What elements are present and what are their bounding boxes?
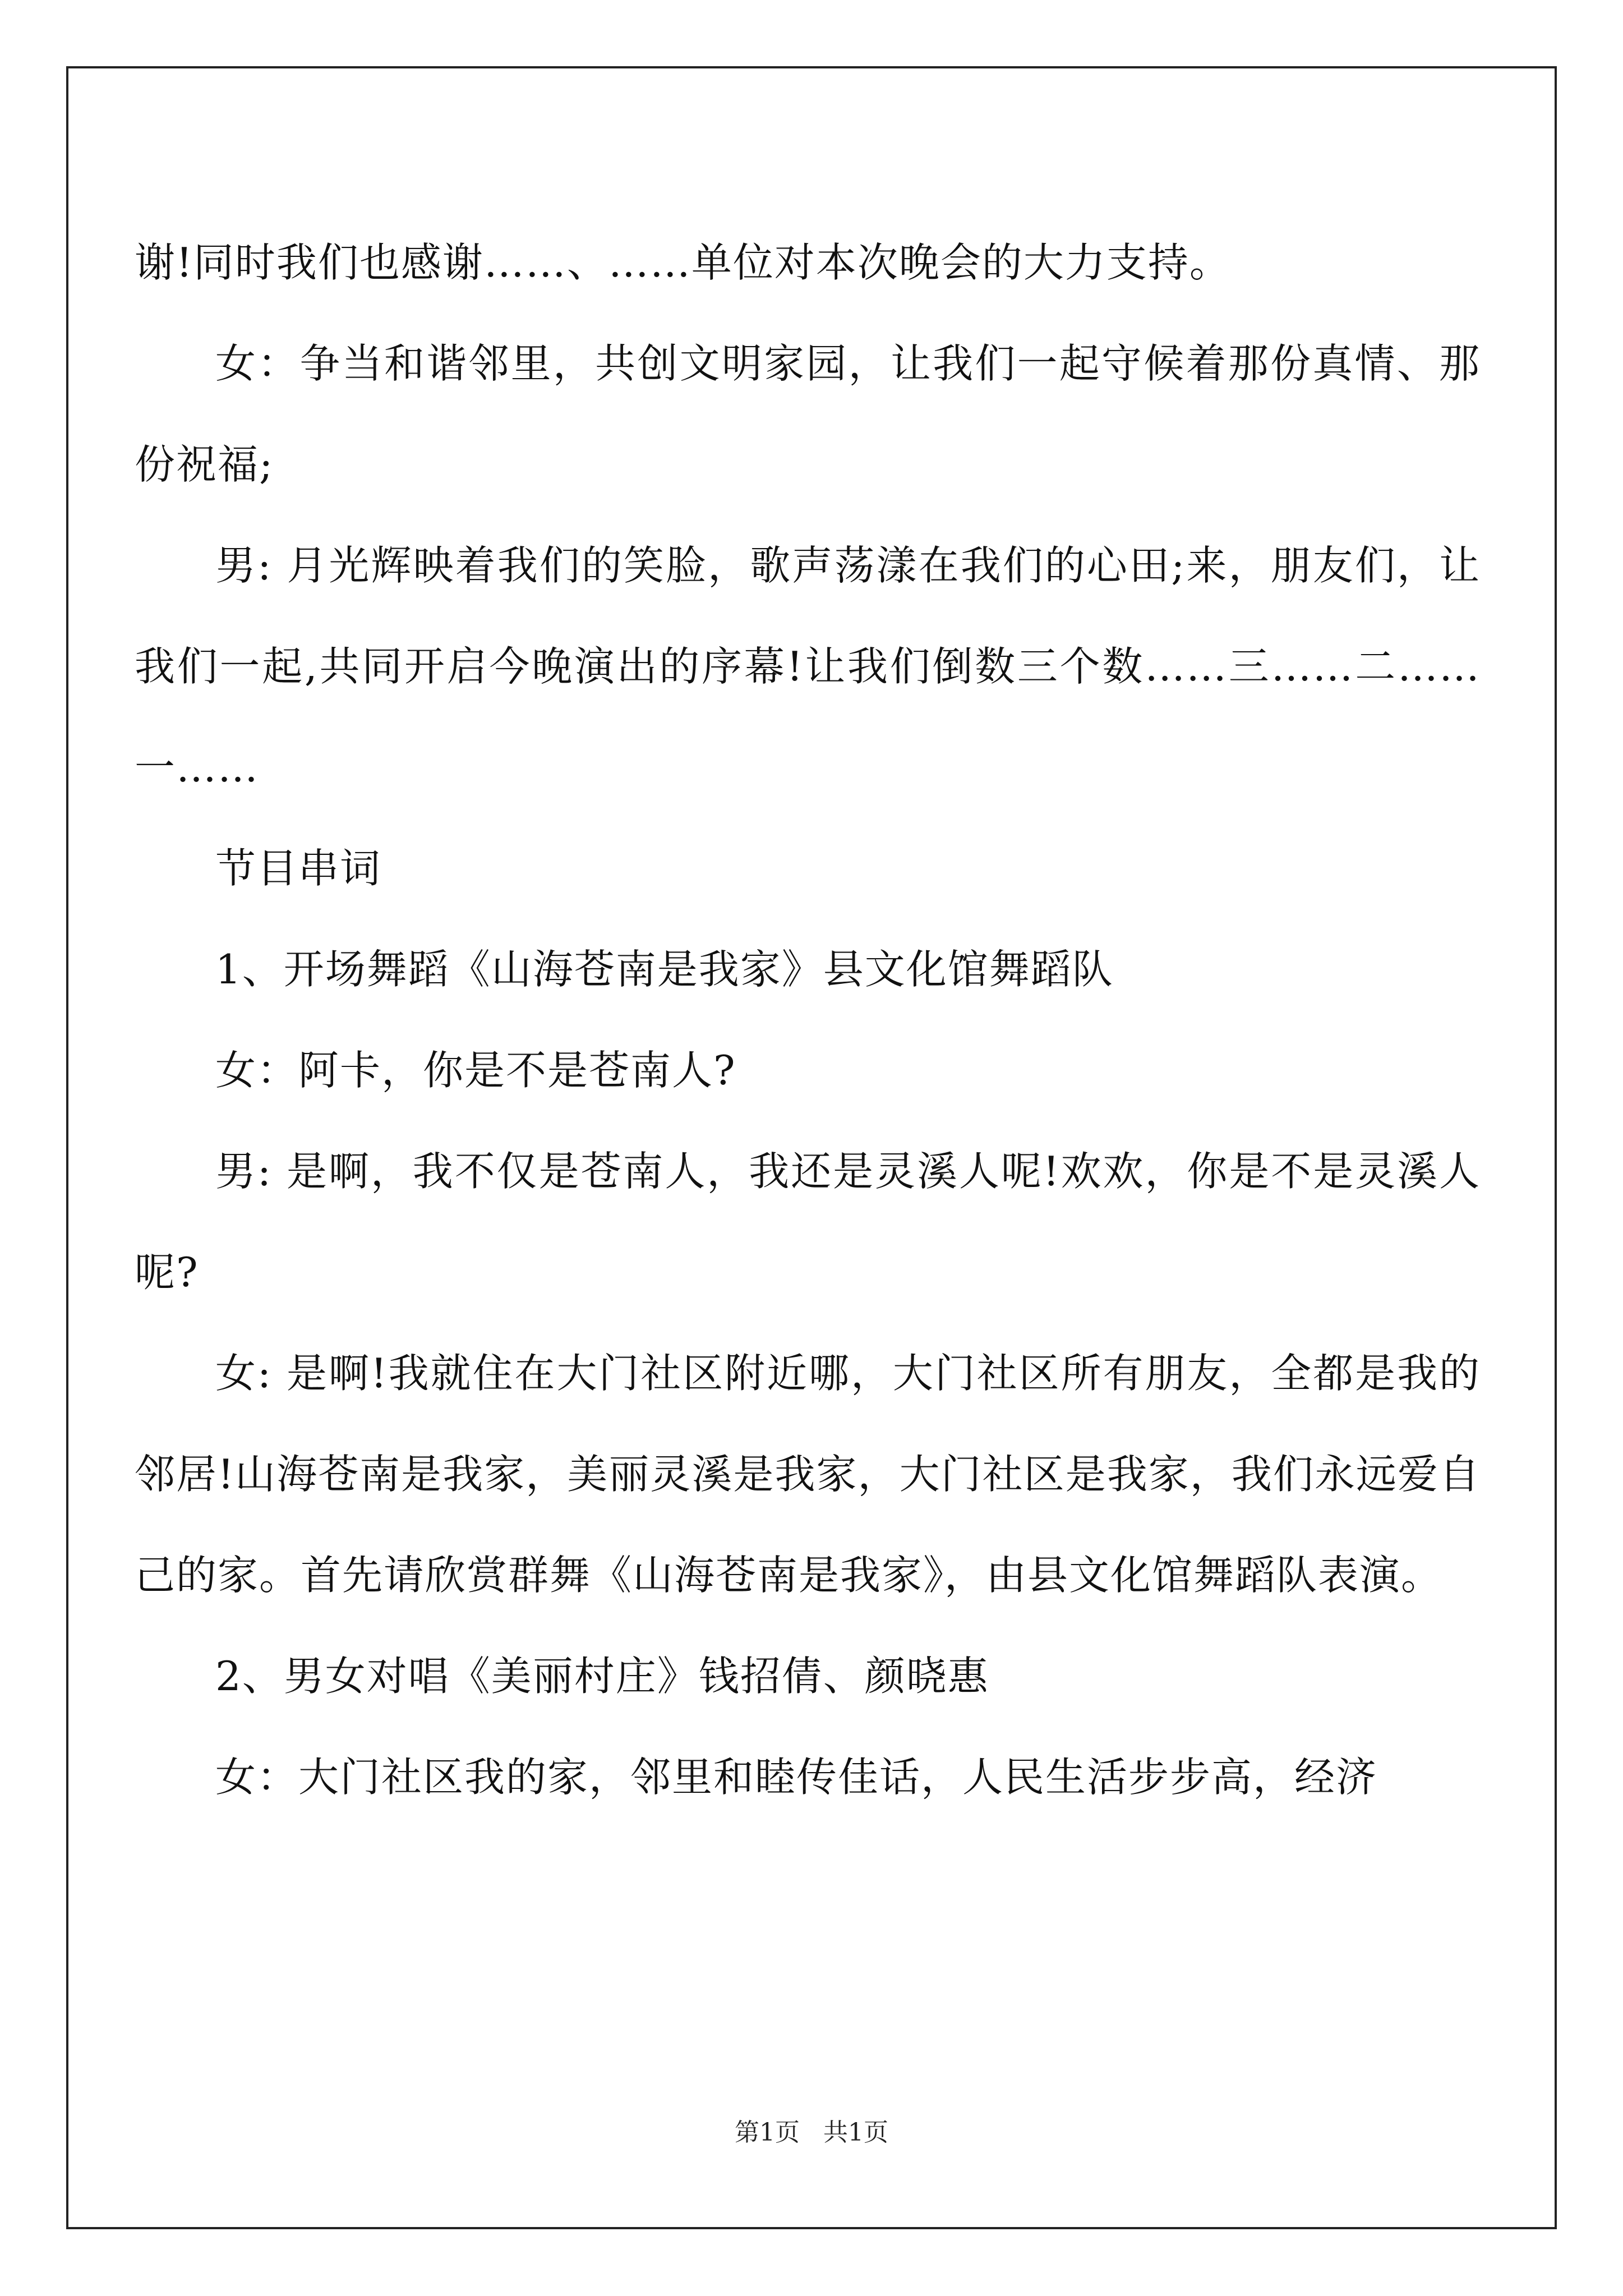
program-item-2: 2、男女对唱《美丽村庄》钱招倩、颜晓惠: [215, 1653, 989, 1700]
paragraph-3: 男: 月光辉映着我们的笑脸，歌声荡漾在我们的心田;来，朋友们，让我们一起,共同开启今晚演出的序幕!让我们倒数三个数……三……二……一……: [135, 542, 1481, 791]
paragraph-1: 谢!同时我们也感谢……、……单位对本次晚会的大力支持。: [135, 239, 1231, 286]
program-item-1: 1、开场舞蹈《山海苍南是我家》县文化馆舞蹈队: [215, 946, 1114, 993]
paragraph-2: 女：争当和谐邻里，共创文明家园，让我们一起守候着那份真情、那份祝福;: [135, 340, 1481, 488]
paragraph-8: 女: 是啊!我就住在大门社区附近哪，大门社区所有朋友，全都是我的邻居!山海苍南是我家，美丽灵溪是我家，大门社区是我家，我们永远爱自己的家。首先请欣赏群舞《山海苍南是我家》，由县文化馆舞蹈队表演。: [135, 1350, 1481, 1599]
total-pages: 共1页: [823, 2118, 888, 2147]
page-footer: [0, 2116, 1623, 2150]
paragraph-7: 男: 是啊，我不仅是苍南人，我还是灵溪人呢!欢欢，你是不是灵溪人呢?: [135, 1148, 1481, 1296]
section-heading: 节目串词: [215, 845, 382, 892]
document-body: [135, 212, 1481, 1828]
paragraph-10: 女：大门社区我的家，邻里和睦传佳话，人民生活步步高，经济: [215, 1754, 1378, 1801]
page-number: 第1页: [735, 2118, 800, 2147]
paragraph-6: 女：阿卡，你是不是苍南人?: [215, 1047, 736, 1094]
